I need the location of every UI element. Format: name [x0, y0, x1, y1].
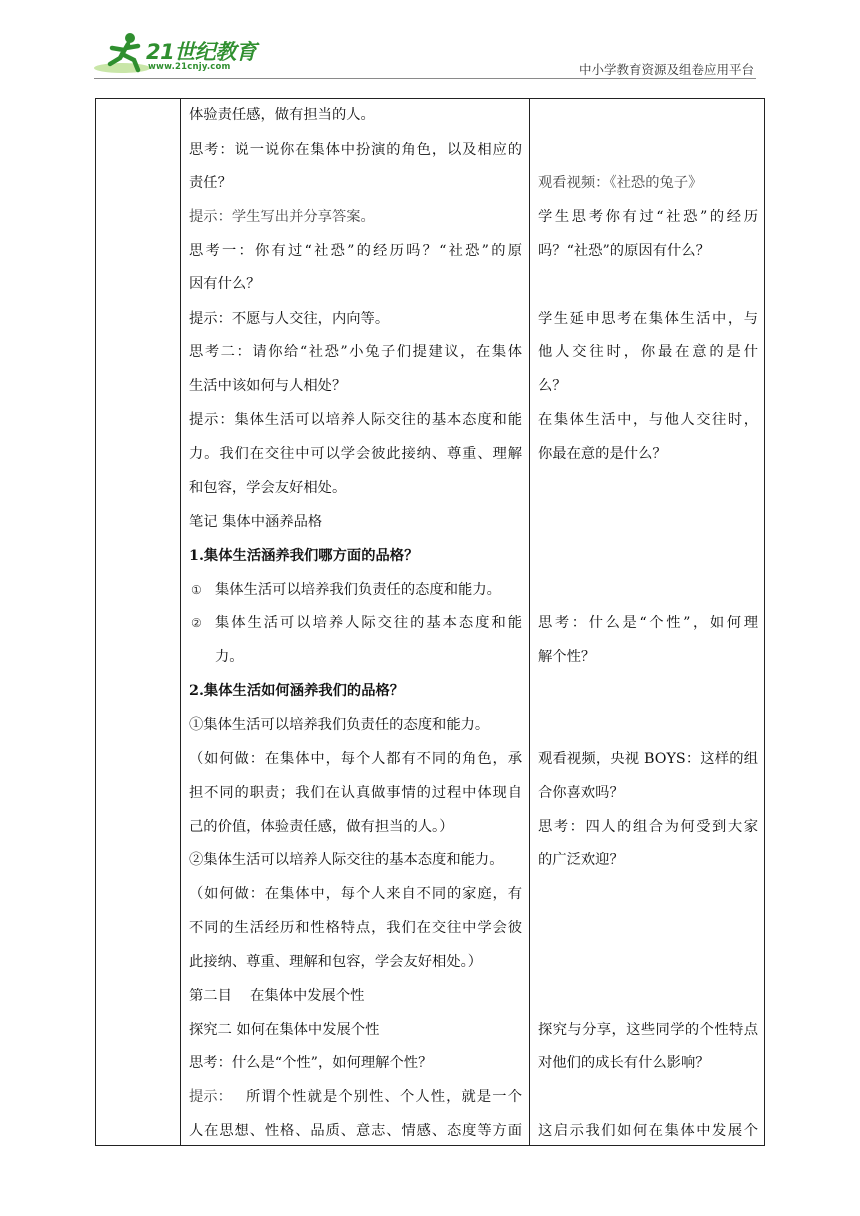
platform-name: 中小学教育资源及组卷应用平台 — [578, 62, 754, 77]
header-divider — [94, 78, 756, 79]
column-divider — [180, 98, 181, 1146]
middle-line: 因有什么？ — [189, 276, 261, 292]
middle-line: 思考：什么是“个性”，如何理解个性？ — [189, 1055, 433, 1071]
section-heading: 笔记 集体中涵养品格 — [189, 514, 323, 530]
middle-line: 不同的生活经历和性格特点，我们在交往中学会彼 — [189, 920, 522, 936]
middle-line: 力。我们在交往中可以学会彼此接纳、尊重、理解 — [189, 446, 522, 462]
middle-line: 提示：学生写出并分享答案。 — [189, 209, 375, 225]
middle-line: 生活中该如何与人相处？ — [189, 378, 347, 394]
section-heading: 第二目 在集体中发展个性 — [189, 988, 365, 1004]
middle-line: 体验责任感，做有担当的人。 — [189, 107, 375, 123]
right-line: 学生延申思考在集体生活中，与 — [538, 311, 758, 327]
question-heading: 2.集体生活如何涵养我们的品格？ — [189, 683, 405, 699]
logo-url: www.21cnjy.com — [148, 62, 231, 72]
right-line: 在集体生活中，与他人交往时， — [538, 412, 758, 428]
list-item: 集体生活可以培养人际交往的基本态度和能 — [215, 615, 522, 631]
middle-line: ①集体生活可以培养我们负责任的态度和能力。 — [189, 717, 490, 733]
middle-line: 责任？ — [189, 175, 232, 191]
logo-text: 21世纪教育 — [146, 40, 257, 64]
list-marker: ① — [191, 583, 202, 597]
right-line: 观看视频，央视 BOYS：这样的组 — [538, 751, 758, 767]
middle-line: 此接纳、尊重、理解和包容，学会友好相处。） — [189, 954, 483, 970]
page-header — [0, 0, 860, 90]
right-line: 探究与分享，这些同学的个性特点 — [538, 1022, 758, 1038]
right-line: 吗？“社恐”的原因有什么？ — [538, 243, 710, 259]
middle-line: 提示：集体生活可以培养人际交往的基本态度和能 — [189, 412, 522, 428]
hint-label: 提示： — [189, 1089, 232, 1105]
right-line: 他人交往时，你最在意的是什 — [538, 344, 758, 360]
middle-line: 己的价值，体验责任感，做有担当的人。） — [189, 819, 454, 835]
middle-line: 人在思想、性格、品质、意志、情感、态度等方面 — [189, 1123, 522, 1139]
right-line: 的广泛欢迎？ — [538, 852, 624, 868]
middle-line: 所谓个性就是个别性、个人性，就是一个 — [246, 1089, 522, 1105]
right-line: 解个性？ — [538, 649, 596, 665]
middle-line: （如何做：在集体中，每个人都有不同的角色，承 — [189, 751, 522, 767]
middle-line: 担不同的职责；我们在认真做事情的过程中体现自 — [189, 785, 522, 801]
middle-line: 和包容，学会友好相处。 — [189, 480, 347, 496]
question-heading: 1.集体生活涵养我们哪方面的品格？ — [189, 548, 419, 564]
middle-line: 思考二：请你给“社恐”小兔子们提建议，在集体 — [189, 344, 522, 360]
middle-line: （如何做：在集体中，每个人来自不同的家庭，有 — [189, 886, 522, 902]
middle-line: 提示：不愿与人交往，内向等。 — [189, 311, 390, 327]
column-divider — [529, 98, 530, 1146]
right-line: 合你喜欢吗？ — [538, 785, 624, 801]
section-heading: 探究二 如何在集体中发展个性 — [189, 1022, 380, 1038]
list-item: 集体生活可以培养我们负责任的态度和能力。 — [215, 582, 501, 598]
middle-line: ②集体生活可以培养人际交往的基本态度和能力。 — [189, 852, 504, 868]
right-line: 你最在意的是什么？ — [538, 446, 667, 462]
right-line: 对他们的成长有什么影响？ — [538, 1055, 710, 1071]
right-line: 么？ — [538, 378, 567, 394]
right-line: 学生思考你有过“社恐”的经历 — [538, 209, 758, 225]
list-marker: ② — [191, 616, 202, 630]
right-line: 这启示我们如何在集体中发展个 — [538, 1123, 758, 1139]
right-line: 思考：什么是“个性”，如何理 — [538, 615, 758, 631]
middle-line: 思考一：你有过“社恐”的经历吗？“社恐”的原 — [189, 243, 522, 259]
middle-line: 思考：说一说你在集体中扮演的角色，以及相应的 — [189, 142, 522, 158]
right-line: 思考：四人的组合为何受到大家 — [538, 819, 758, 835]
right-line: 观看视频：《社恐的兔子》 — [538, 175, 703, 191]
list-item: 力。 — [215, 649, 244, 665]
